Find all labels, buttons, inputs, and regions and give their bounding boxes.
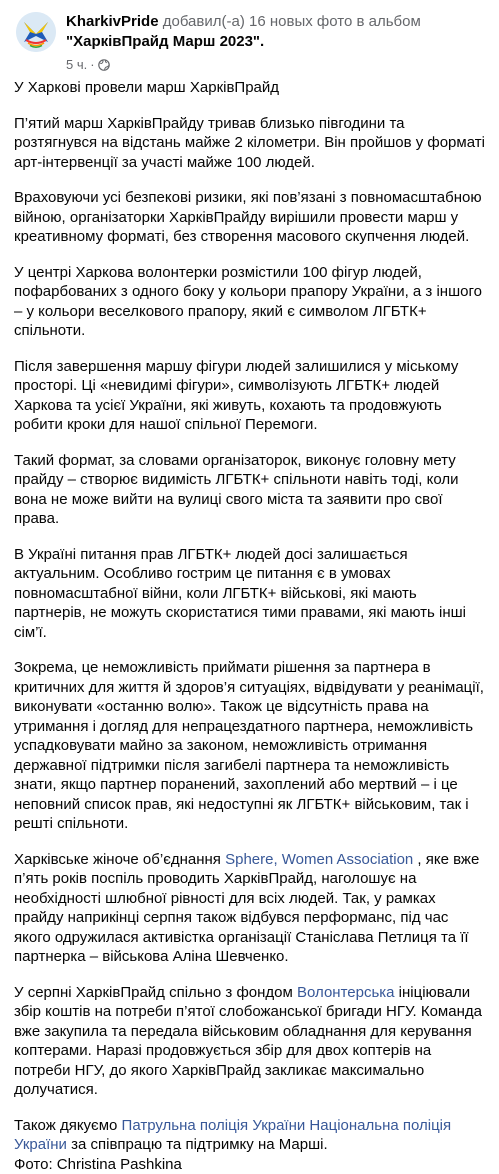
post-paragraph xyxy=(14,850,488,967)
meta-separator: · xyxy=(90,57,94,72)
post-paragraph: П’ятий марш ХарківПрайду тривав близько півгодини та розтягнувся на відстань майже 2 кілометри. Він пройшов у форматі арт-інтервенції за участі майже 100 людей. xyxy=(14,114,488,173)
kharkivpride-logo-icon xyxy=(16,12,56,52)
police-link[interactable]: Патрульна поліція України Національна поліція України xyxy=(14,1117,451,1154)
post-paragraph: Враховуючи усі безпекові ризики, які пов’язані з повномасштабною війною, організаторки ХарківПрайду вирішили провести марш у креативному форматі, без створення масового скупчення людей. xyxy=(14,188,488,247)
paragraph-text: Також дякуємо xyxy=(14,1117,122,1134)
paragraph-text: Харківське жіноче об’єднання xyxy=(14,851,225,868)
sphere-women-association-link[interactable]: Sphere, Women Association xyxy=(225,851,413,868)
post-paragraph: У центрі Харкова волонтерки розмістили 100 фігур людей, пофарбованих з одного боку у кольори прапору України, а з іншого – у кольори веселкового прапору, який є символом ЛГБТК+ спільноти. xyxy=(14,263,488,341)
post-headline xyxy=(66,12,491,52)
post-paragraph xyxy=(14,1116,488,1155)
globe-icon[interactable] xyxy=(98,59,110,71)
post-body xyxy=(14,78,488,1174)
post-paragraph: Після завершення маршу фігури людей залишилися у міському просторі. Ці «невидимі фігури», символізують ЛГБТК+ людей Харкова та усієї України, які живуть, кохають та продовжують робити кроки для нашої спільної Перемоги. xyxy=(14,357,488,435)
post-action: добавил(-а) 16 новых фото в альбом xyxy=(163,13,421,30)
paragraph-text: за співпрацю та підтримку на Марші. xyxy=(67,1136,328,1153)
post-header xyxy=(16,8,491,72)
paragraph-text: ініціювали збір коштів на потреби п’ятої слобожанської бригади НГУ. Команда вже закупила та передала військовим обладнання для керування коптерами. Наразі продовжується збір для двох коптерів на потреби НГУ, до якого ХарківПрайд закликає максимально долучатися. xyxy=(14,984,482,1099)
volonterska-link[interactable]: Волонтерська xyxy=(297,984,395,1001)
album-link[interactable]: "ХарківПрайд Марш 2023". xyxy=(66,33,264,50)
post-paragraph: Такий формат, за словами організаторок, виконує головну мету прайду – створює видимість ЛГБТК+ спільноти навіть тоді, коли вона не може вийти на вулиці свого міста та заявити про свої права. xyxy=(14,451,488,529)
paragraph-text: , яке вже п’ять років поспіль проводить ХарківПрайд, наголошує на необхідності шлюбної рівності для всіх людей. Так, у рамках прайду наприкінці серпня також відбувся перформанс, під час якого одружилася активістка організації Станіслава Петлиця та її партнерка – військова Аліна Шевченко. xyxy=(14,851,479,966)
paragraph-text: У серпні ХарківПрайд спільно з фондом xyxy=(14,984,297,1001)
post-time[interactable]: 5 ч. xyxy=(66,57,87,72)
post-paragraph: В Україні питання прав ЛГБТК+ людей досі залишається актуальним. Особливо гострим це питання є в умовах повномасштабної війни, коли ЛГБТК+ військові, які мають партнерів, не можуть скористатися тими правами, які мають інші сім’ї. xyxy=(14,545,488,643)
avatar[interactable] xyxy=(16,12,56,52)
post-meta xyxy=(66,57,110,73)
post-paragraph xyxy=(14,983,488,1100)
post-paragraph: У Харкові провели марш ХарківПрайд xyxy=(14,78,488,98)
photo-credit: Фото: Christina Pashkina xyxy=(14,1155,488,1174)
author-name[interactable]: KharkivPride xyxy=(66,13,159,30)
post-paragraph: Зокрема, це неможливість приймати рішення за партнера в критичних для життя й здоров’я ситуаціях, відвідувати у реанімації, виконувати «останню волю». Також це відсутність права на утримання і догляд для непрацездатного партнера, неможливість успадковувати майно за законом, неможливість отримання державної підтримки після загибелі партнера та неможливість знати, якщо партнер поранений, захоплений або мертвий – і це неповний список прав, які недоступні як ЛГБТК+ військовим, так і решті спільноти. xyxy=(14,658,488,834)
